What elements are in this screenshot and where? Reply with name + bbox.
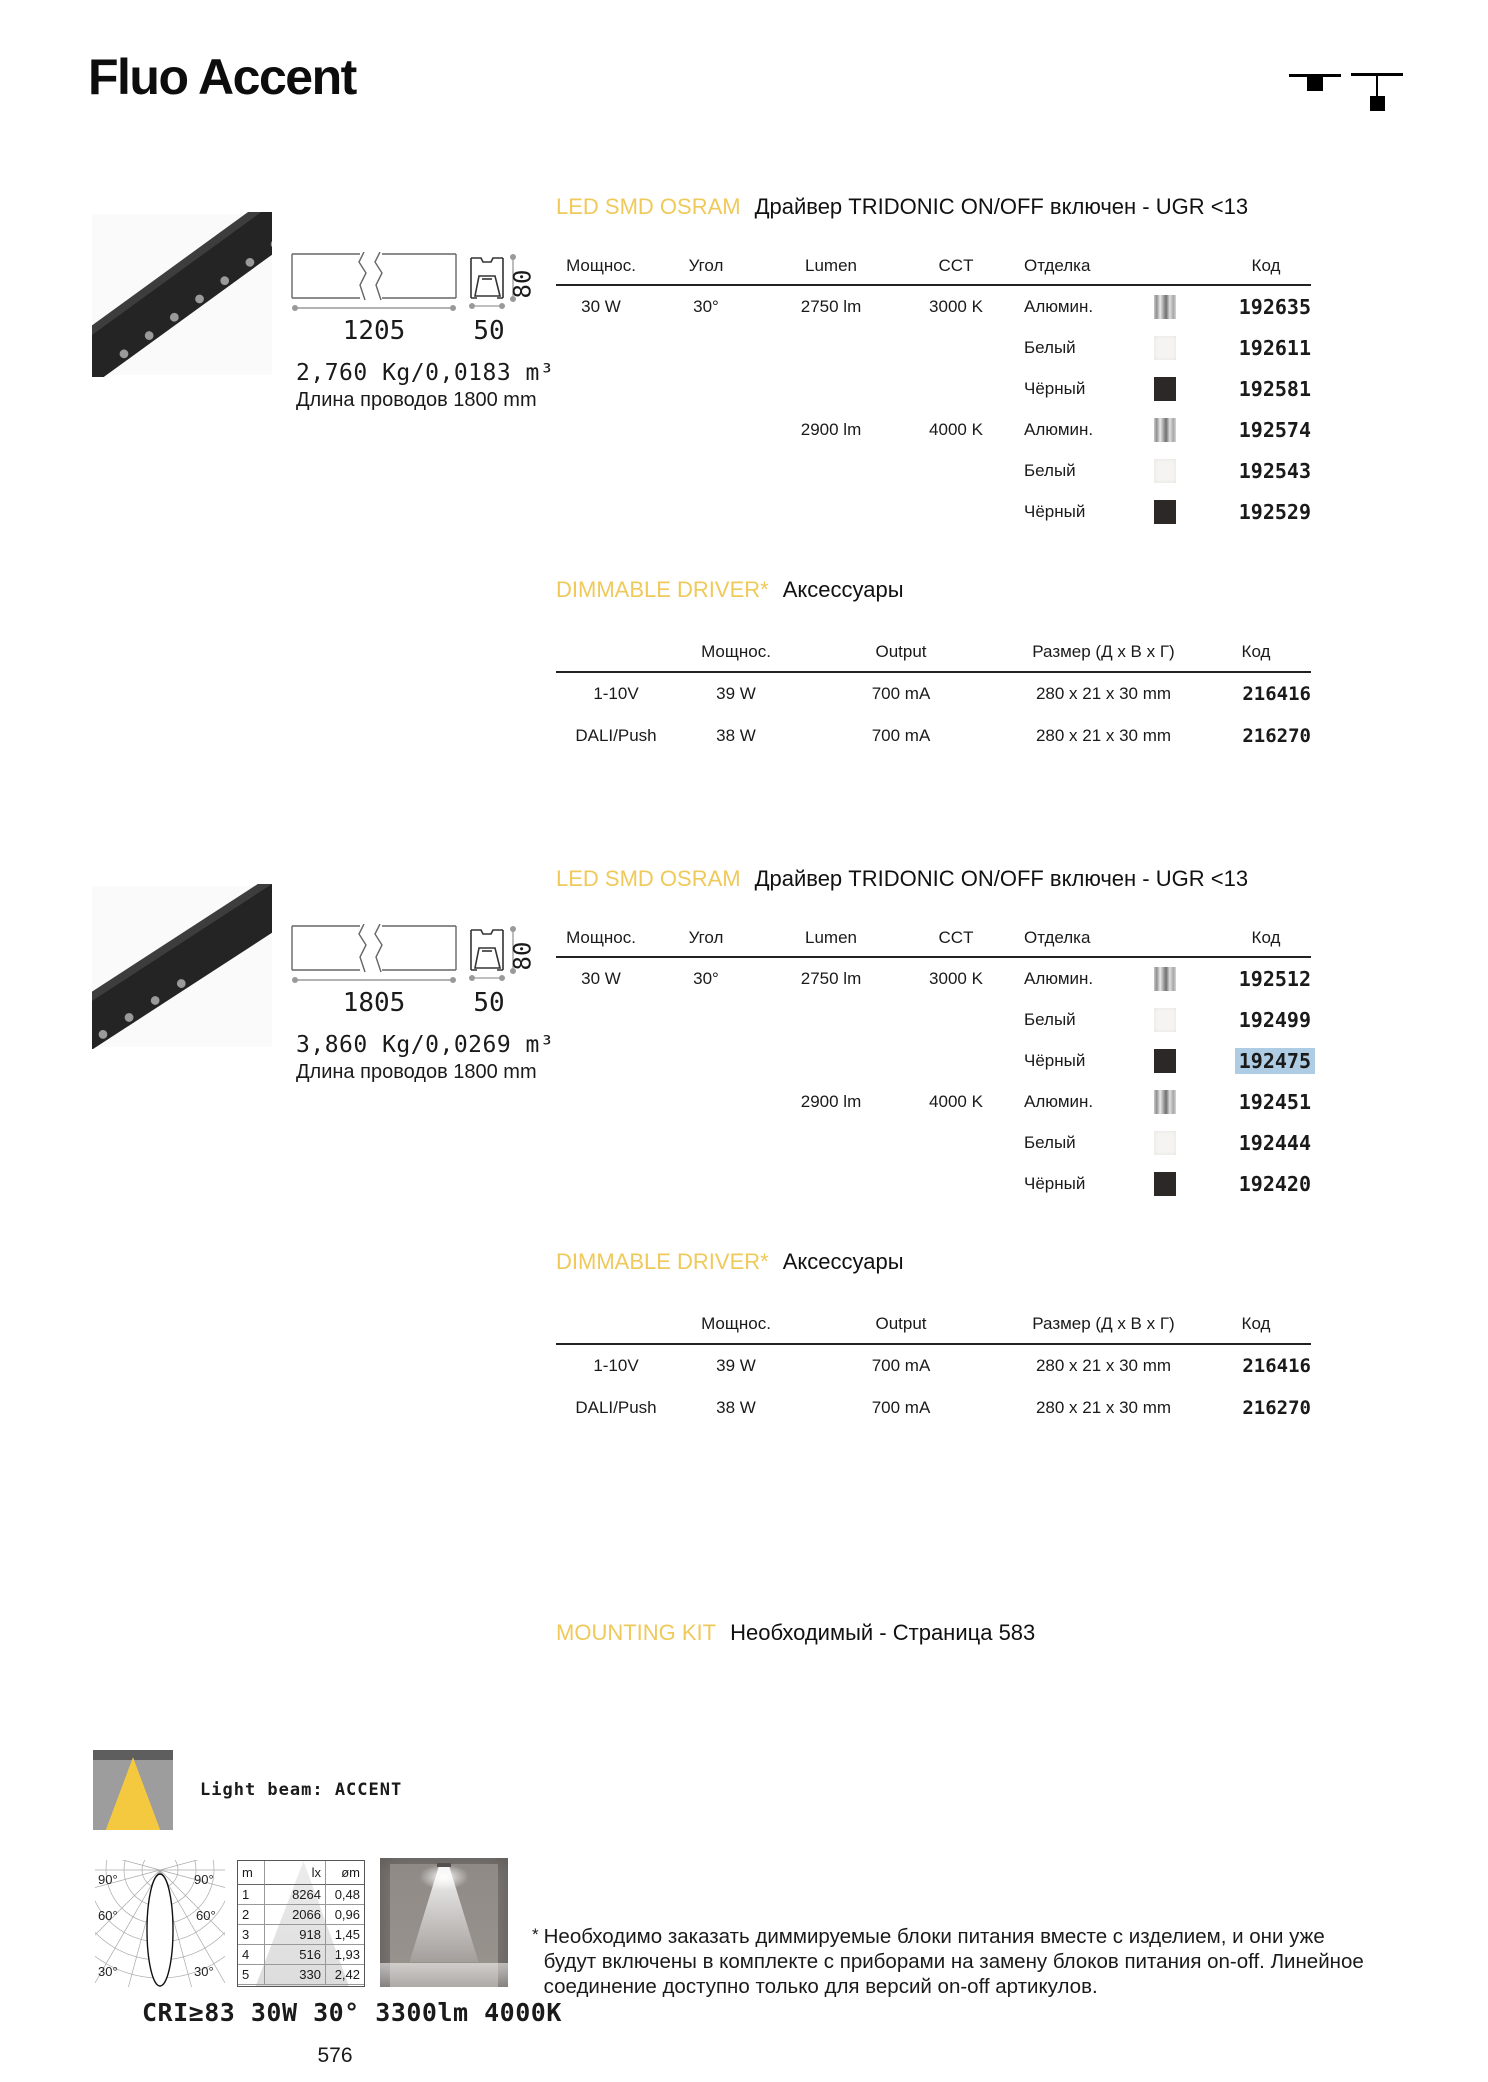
driver-type: DALI/Push [575,726,657,745]
lux-value: 8264 [265,1885,326,1905]
surface-mount-icon [1289,74,1341,91]
product-code: 192611 [1238,335,1311,360]
pendant-fixture-box [1370,96,1385,111]
angle-label-30-right: 30° [194,1964,214,1979]
lux-value: 2066 [265,1905,326,1925]
driver-code: 216270 [1242,725,1311,747]
accessories-label: Аксессуары [782,1249,904,1274]
finish-name: Алюмин. [1024,296,1094,316]
light-beam-label: Light beam: ACCENT [200,1780,403,1800]
cct-value: 4000 K [929,419,983,439]
width-dimension-value: 50 [473,316,505,346]
driver-power: 39 W [716,1356,756,1375]
finish-name: Чёрный [1024,1173,1086,1193]
weight-volume-text: 2,760 Kg/0,0183 m³ [296,360,555,386]
product-code: 192444 [1238,1130,1311,1155]
finish-swatch [1154,1172,1176,1196]
weight-volume-text: 3,860 Kg/0,0269 m³ [296,1032,555,1058]
driver-size: 280 x 21 x 30 mm [1035,1398,1172,1417]
spec-table [556,920,1311,1204]
driver-section-heading [556,1249,904,1275]
finish-swatch [1154,500,1176,524]
finish-swatch [1154,1008,1176,1032]
mounting-kit-label: MOUNTING KIT [556,1620,717,1645]
finish-swatch [1154,377,1176,401]
spec-row [556,958,1311,999]
led-smd-osram-label: LED SMD OSRAM [556,866,741,891]
col-lumen: Lumen [805,256,857,275]
col-power: Мощнос. [701,1314,771,1333]
col-code: Код [1241,1314,1271,1333]
height-dimension-value: 80 [508,941,537,971]
cct-value: 4000 K [929,1091,983,1111]
spec-row [556,1163,1311,1204]
spec-table-body [556,958,1311,1204]
light-beam-icon [93,1750,173,1830]
col-output: Output [875,1314,927,1333]
led-section-heading [556,866,1248,892]
lux-table-body [238,1885,364,1985]
col-angle: Угол [688,256,724,275]
angle-label-90-left: 90° [98,1872,118,1887]
col-finish: Отделка [1024,256,1091,275]
footnote [532,1924,1378,1999]
driver-table [556,633,1311,757]
surface-fixture-box [1307,77,1323,91]
driver-power: 39 W [716,684,756,703]
spec-row [556,491,1311,532]
lux-table-header [238,1861,364,1885]
finish-swatch [1154,1049,1176,1073]
angle-value: 30° [693,296,719,316]
photometric-polar-diagram [95,1860,225,1987]
spec-row [556,450,1311,491]
finish-name: Чёрный [1024,378,1086,398]
product-code: 192512 [1238,966,1311,991]
length-dimension-drawing [290,252,458,314]
finish-name: Чёрный [1024,1050,1086,1070]
width-dimension-value: 50 [473,988,505,1018]
page-title: Fluo Accent [88,49,356,105]
col-lx: lx [265,1861,326,1885]
col-power: Мощнос. [566,928,636,947]
product-code: 192420 [1238,1171,1311,1196]
product-code: 192451 [1238,1089,1311,1114]
mounting-kit-heading [556,1620,1035,1646]
driver-type: 1-10V [593,1356,639,1375]
accessories-label: Аксессуары [782,577,904,602]
spec-table-header [556,920,1311,958]
page-number: 576 [317,2044,353,2067]
driver-code: 216416 [1242,683,1311,705]
finish-name: Чёрный [1024,501,1086,521]
lumen-value: 2750 lm [800,296,862,316]
product-photo [92,212,272,377]
driver-tridonic-desc: Драйвер TRIDONIC ON/OFF включен - UGR <13 [754,194,1249,219]
distance-m: 2 [238,1905,265,1925]
length-dimension-value: 1805 [342,988,406,1018]
spec-table-header [556,248,1311,286]
lit-floor [380,1963,508,1987]
spec-row [556,1122,1311,1163]
angle-label-90-right: 90° [194,1872,214,1887]
finish-swatch [1154,967,1176,991]
product-code: 192635 [1238,294,1311,319]
col-finish: Отделка [1024,928,1091,947]
finish-name: Белый [1024,1009,1076,1029]
driver-output: 700 mA [871,1398,931,1417]
driver-power: 38 W [716,726,756,745]
spec-table-body [556,286,1311,532]
cri-spec-line: CRI≥83 30W 30° 3300lm 4000K [142,1998,562,2027]
spec-row [556,1081,1311,1122]
power-value: 30 W [581,296,621,316]
angle-value: 30° [693,968,719,988]
driver-table-body [556,673,1311,757]
finish-name: Алюмин. [1024,1091,1094,1111]
col-cct: CCT [938,928,974,947]
diameter-value: 0,48 [326,1885,364,1905]
finish-name: Белый [1024,1132,1076,1152]
col-power: Мощнос. [701,642,771,661]
col-angle: Угол [688,928,724,947]
driver-type: DALI/Push [575,1398,657,1417]
distance-m: 1 [238,1885,265,1905]
spot-fixture [437,1863,451,1867]
driver-table [556,1305,1311,1429]
finish-swatch [1154,295,1176,319]
spec-row [556,409,1311,450]
driver-row [556,1345,1311,1387]
mounting-kit-desc: Необходимый - Страница 583 [730,1620,1036,1645]
diameter-value: 2,42 [326,1965,364,1985]
col-m: m [238,1861,265,1885]
lumen-value: 2900 lm [800,1091,862,1111]
col-code: Код [1241,642,1271,661]
driver-output: 700 mA [871,1356,931,1375]
driver-row [556,715,1311,757]
driver-type: 1-10V [593,684,639,703]
spec-row [556,368,1311,409]
angle-label-30-left: 30° [98,1964,118,1979]
power-value: 30 W [581,968,621,988]
col-code: Код [1251,928,1281,947]
product-code: 192499 [1238,1007,1311,1032]
dimmable-driver-label: DIMMABLE DRIVER* [556,1249,769,1274]
led-smd-osram-label: LED SMD OSRAM [556,194,741,219]
spec-row [556,1040,1311,1081]
led-section-heading [556,194,1248,220]
lux-table [237,1860,365,1987]
spec-row [556,327,1311,368]
angle-label-60-left: 60° [98,1908,118,1923]
distance-m: 4 [238,1945,265,1965]
diameter-value: 0,96 [326,1905,364,1925]
driver-table-body [556,1345,1311,1429]
finish-swatch [1154,459,1176,483]
dimmable-driver-section-1 [0,577,1488,847]
driver-table-header [556,633,1311,673]
height-dimension-value: 80 [508,269,537,299]
pendant-cable [1376,76,1378,96]
product-code: 192529 [1238,499,1311,524]
beam-triangle [93,1750,173,1830]
col-code: Код [1251,256,1281,275]
footnote-asterisk: * [532,1925,539,1944]
cable-length-text: Длина проводов 1800 mm [296,389,537,411]
product-code: 192543 [1238,458,1311,483]
angle-label-60-right: 60° [196,1908,216,1923]
col-size: Размер (Д x В x Г) [1032,1314,1175,1333]
lumen-value: 2750 lm [800,968,862,988]
dimmable-driver-label: DIMMABLE DRIVER* [556,577,769,602]
finish-swatch [1154,1131,1176,1155]
distance-m: 5 [238,1965,265,1985]
driver-code: 216270 [1242,1397,1311,1419]
col-size: Размер (Д x В x Г) [1032,642,1175,661]
cct-value: 3000 K [929,968,983,988]
col-lumen: Lumen [805,928,857,947]
lux-value: 330 [265,1965,326,1985]
finish-swatch [1154,418,1176,442]
lux-value: 918 [265,1925,326,1945]
product-code: 192574 [1238,417,1311,442]
diameter-value: 1,45 [326,1925,364,1945]
finish-name: Белый [1024,337,1076,357]
spec-row [556,286,1311,327]
driver-tridonic-desc: Драйвер TRIDONIC ON/OFF включен - UGR <13 [754,866,1249,891]
driver-code: 216416 [1242,1355,1311,1377]
footnote-text: Необходимо заказать диммируемые блоки питания вместе с изделием, и они уже будут включены в комплекте с приборами на замену блоков питания on-off. Линейное соединение доступно только для версий on-off артикулов. [543,1925,1364,1998]
product-code: 192475 [1235,1048,1315,1074]
col-power: Мощнос. [566,256,636,275]
driver-section-heading [556,577,904,603]
cable-length-text: Длина проводов 1800 mm [296,1061,537,1083]
col-om: øm [326,1861,364,1885]
pendant-mount-icon [1351,73,1403,111]
driver-output: 700 mA [871,726,931,745]
driver-output: 700 mA [871,684,931,703]
beam-photo [380,1858,508,1987]
finish-name: Алюмин. [1024,968,1094,988]
col-cct: CCT [938,256,974,275]
finish-swatch [1154,336,1176,360]
driver-power: 38 W [716,1398,756,1417]
finish-swatch [1154,1090,1176,1114]
product-photo [92,884,272,1049]
length-dimension-drawing [290,924,458,986]
driver-row [556,673,1311,715]
spec-row [556,999,1311,1040]
finish-name: Алюмин. [1024,419,1094,439]
driver-size: 280 x 21 x 30 mm [1035,726,1172,745]
lux-value: 516 [265,1945,326,1965]
driver-table-header [556,1305,1311,1345]
diameter-value: 1,93 [326,1945,364,1965]
product-code: 192581 [1238,376,1311,401]
length-dimension-value: 1205 [342,316,406,346]
driver-size: 280 x 21 x 30 mm [1035,1356,1172,1375]
finish-name: Белый [1024,460,1076,480]
distance-m: 3 [238,1925,265,1945]
cct-value: 3000 K [929,296,983,316]
spec-table [556,248,1311,532]
driver-size: 280 x 21 x 30 mm [1035,684,1172,703]
lumen-value: 2900 lm [800,419,862,439]
col-output: Output [875,642,927,661]
driver-row [556,1387,1311,1429]
dimmable-driver-section-2 [0,1249,1488,1519]
beam-glow [419,1864,469,1890]
